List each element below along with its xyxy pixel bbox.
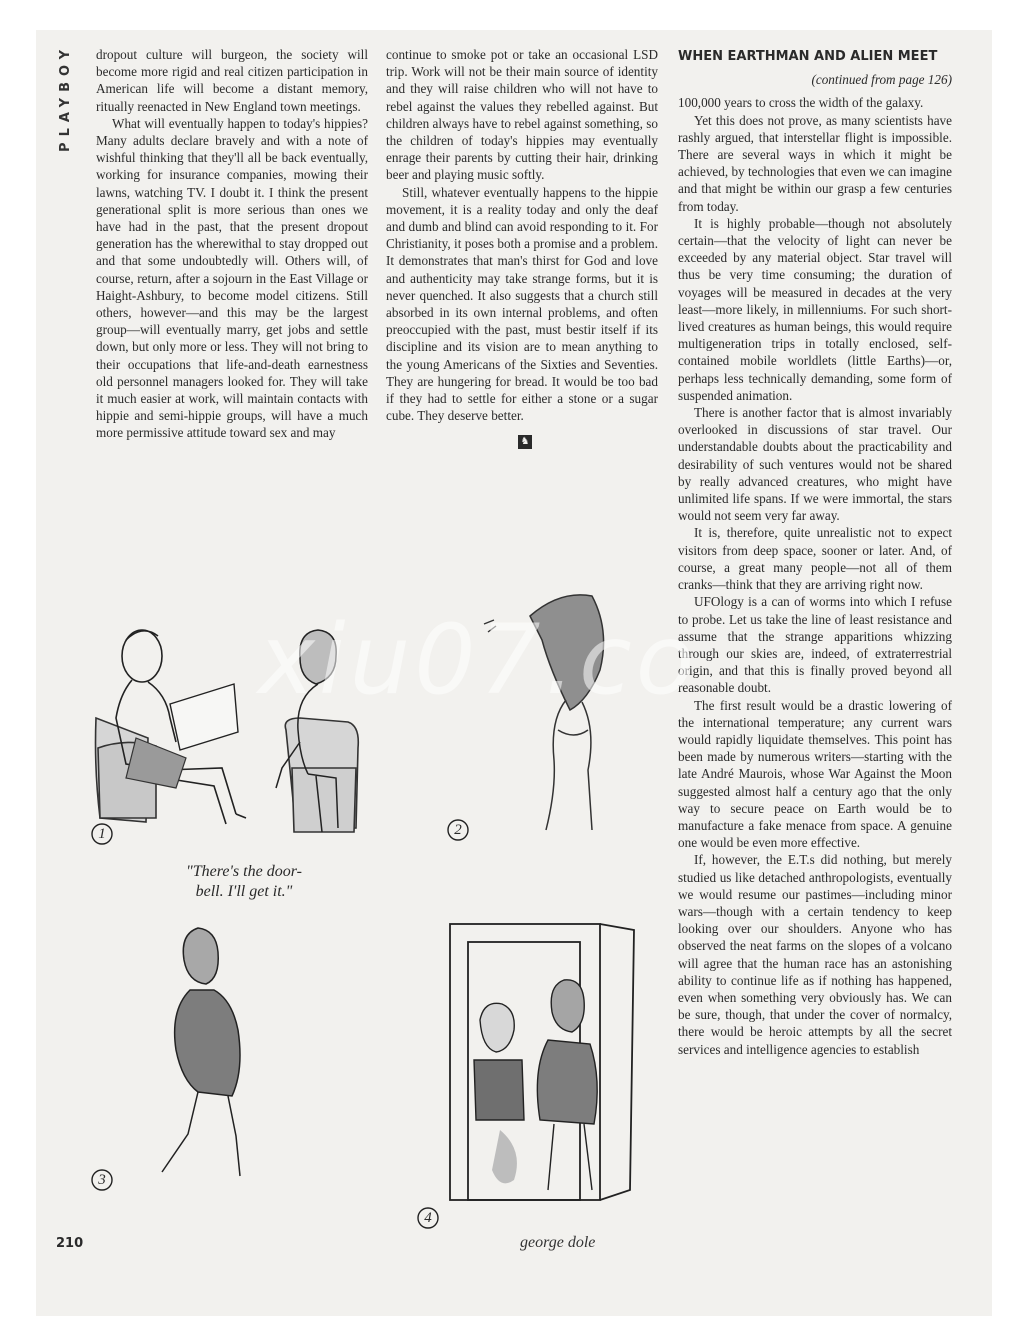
panel-number-label: 3 xyxy=(98,1172,106,1188)
paragraph: dropout culture will burgeon, the society will become more rigid and real citizen participation in American life will become a distant memory, ritually reenacted in New England town meetings. xyxy=(96,47,368,114)
article-heading: WHEN EARTHMAN AND ALIEN MEET xyxy=(678,49,938,64)
caption-line: bell. I'll get it." xyxy=(195,883,293,900)
continued-note: (continued from page 126) xyxy=(811,72,952,88)
paragraph: continue to smoke pot or take an occasional LSD trip. Work will not be their main source of identity and they will raise children who will not have to rebel against the values they rebelled against. But children always have to rebel against something, so the children of today's hippies may eventually enrage their parents by cutting their hair, drinking beer and playing music softly. xyxy=(386,47,658,183)
paragraph: Yet this does not prove, as many scientists have rashly argued, that interstellar flight is impossible. There are several ways in which it might be achieved, by technologies that even we can imagine and that might be within our grasp a few centuries from today. xyxy=(678,112,952,214)
woman-walking-illustration xyxy=(140,920,310,1190)
panel-number-label: 2 xyxy=(454,822,462,838)
artist-signature: george dole xyxy=(520,1234,596,1251)
paragraph: It is highly probable—though not absolutely certain—that the velocity of light can never be exceeded by any material object. Star travel will thus be very time consuming; the duration of voyages will be measured in decades at the very least—more likely, in millenniums. For such short-lived creatures as human beings, this would require multigeneration trips in totally enclosed, self-contained mobile worldlets (little Earths)—or, perhaps less technically demanding, some form of suspended animation. xyxy=(678,215,952,403)
masthead: PLAYBOY xyxy=(58,44,73,152)
panel-number-3 xyxy=(90,1168,114,1192)
end-mark-icon: ♞ xyxy=(518,435,532,449)
panel-number-4 xyxy=(416,1206,440,1230)
paragraph: What will eventually happen to today's hippies? Many adults declare bravely and with a note of wishful thinking that they'll all be back eventually, working for insurance companies, mowing their lawns, watching TV. I doubt it. I think the present generational split is more serious than ones we have had in the past, that the present dropout generation has the wherewithal to stay dropped out and that some undoubtedly will. Others will, of course, return, after a sojourn in the East Village or Haight-Ashbury, to become model citizens. Still others, however—and this may be the largest group—will eventually marry, get jobs and settle down, but only more or less. They will not bring to their occupations that life-and-death earnestness old personnel managers looked for. They will take it much easier at work, will maintain contacts with hippie and semi-hippie groups, will have a much more permissive attitude toward sex and may xyxy=(96,115,368,441)
paragraph-text: Still, whatever eventually happens to the hippie movement, it is a reality today and only the deaf and dumb and blind can avoid responding to it. For Christianity, it poses both a promise and a problem. It demonstrates that man's thirst for God and love and authenticity may take strange forms, but it is never quenched. It also suggests that a church still absorbed in its own internal problems, and often preoccupied with the past, must bestir itself if its discipline and its vision are to mean anything to the young Americans of the Sixties and Seventies. They are hungering for bread. It would be too bad if they had to settle for either a stone or a sugar cube. They deserve better. xyxy=(386,184,658,424)
doorway-illustration xyxy=(444,920,664,1220)
paragraph: UFOlogy is a can of worms into which I refuse to probe. Let us take the line of least resistance and assume that the strange apparitions whizzing through our skies are, indeed, of extraterrestrial origin, and that this is finally proved beyond all reasonable doubt. xyxy=(678,594,952,696)
paragraph xyxy=(386,184,658,425)
panel-number-label: 1 xyxy=(98,826,106,842)
paragraph: If, however, the E.T.s did nothing, but merely studied us like detached anthropologists, eventually we would resume our pastimes—including minor wars—though with a certain tendency to keep looking over our shoulders. Anyone who has observed the neat farms on the slopes of a volcano will agree that the human race has an astonishing ability to continue life as if nothing has happened, even when something very obviously has. We can be sure, though, that under the cover of normalcy, there would be heroic attempts by all the secret services and intelligence agencies to establish xyxy=(678,852,952,1057)
panel-number-2 xyxy=(446,818,470,842)
paragraph: The first result would be a drastic lowering of the international temperature; any current wars would rapidly liquidate themselves. This point has been made by numerous writers—starting with the late André Maurois, whose War Against the Moon suggested almost half a century ago that the only way to secure peace on Earth would be to manufacture a fake menace from space. A genuine one would be even more effective. xyxy=(678,697,952,851)
article-column-2 xyxy=(386,46,658,450)
article-column-1 xyxy=(96,46,368,442)
cartoon-panel-3 xyxy=(140,920,310,1190)
paragraph: There is another factor that is almost invariably overlooked in discussions of star travel. Our understandable doubts about the practicability and desirability of such ventures would not be shared by really advanced creatures, who might have unlimited life spans. If we were immortal, the stars would not seem very far away. xyxy=(678,405,952,524)
panel-number-1 xyxy=(90,822,114,846)
paragraph: It is, therefore, quite unrealistic not to expect visitors from deep space, sooner or later. And, of course, a great many people—not all of them cranks—think that they are arriving right now. xyxy=(678,525,952,593)
watermark: xiu07.co xyxy=(258,604,699,716)
page-number: 210 xyxy=(56,1236,84,1251)
article-column-3 xyxy=(678,48,952,1058)
cartoon-panel-4 xyxy=(444,920,664,1220)
cartoon-caption xyxy=(144,862,344,902)
panel-number-label: 4 xyxy=(424,1210,432,1226)
paragraph: 100,000 years to cross the width of the galaxy. xyxy=(678,95,924,111)
caption-line: "There's the door- xyxy=(186,863,302,880)
